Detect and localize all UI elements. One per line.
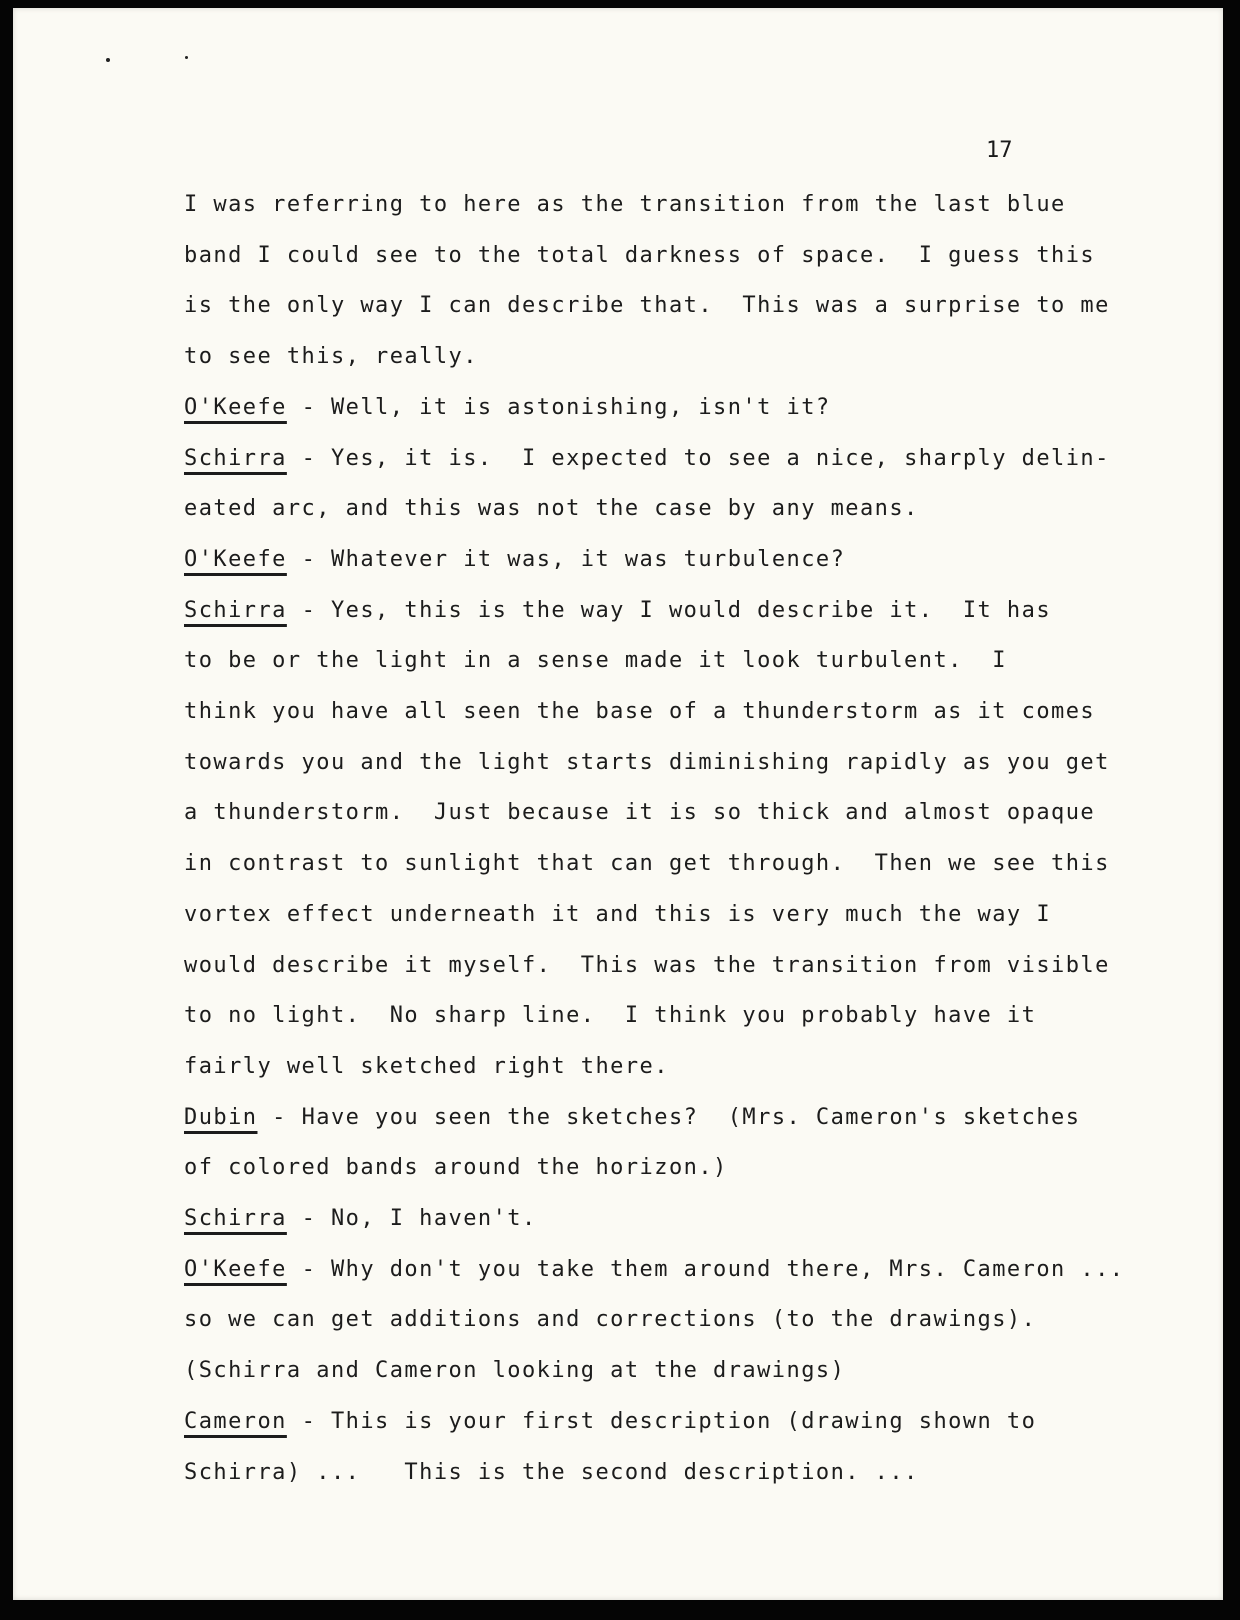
transcript-line: [184, 1005, 1036, 1027]
line-text: vortex effect underneath it and this is very much the way I: [184, 901, 1052, 927]
line-text: - Have you seen the sketches? (Mrs. Cameron's sketches: [257, 1104, 1081, 1130]
line-text: to see this, really.: [184, 344, 478, 370]
transcript-line: [184, 1104, 1081, 1130]
line-text: towards you and the light starts diminishing rapidly as you get: [184, 749, 1110, 775]
transcript-line: [184, 1459, 919, 1485]
speaker-name: O'Keefe: [184, 394, 287, 420]
transcript-line: [184, 194, 1066, 216]
transcript-line: [184, 346, 478, 368]
line-text: eated arc, and this was not the case by any means.: [184, 496, 919, 522]
line-text: a thunderstorm. Just because it is so thick and almost opaque: [184, 800, 1096, 826]
line-text: in contrast to sunlight that can get through. Then we see this: [184, 851, 1110, 877]
line-text: would describe it myself. This was the transition from visible: [184, 952, 1110, 978]
speaker-name: Schirra: [184, 597, 287, 623]
line-text: to be or the light in a sense made it look turbulent. I: [184, 648, 1007, 674]
transcript-line: [184, 597, 1052, 623]
line-text: - Whatever it was, it was turbulence?: [286, 546, 846, 572]
transcript-line: [184, 1360, 845, 1382]
transcript-line: [184, 295, 1110, 317]
transcript-line: [184, 1408, 1037, 1434]
line-text: fairly well sketched right there.: [184, 1053, 669, 1079]
transcript-line: [184, 1256, 1125, 1282]
line-text: band I could see to the total darkness of space. I guess this: [184, 242, 1096, 268]
transcript-line: [184, 1157, 728, 1179]
transcript-line: [184, 1309, 1036, 1331]
speaker-name: Cameron: [184, 1408, 287, 1434]
speck-mark: [185, 56, 188, 59]
line-text: think you have all seen the base of a thunderstorm as it comes: [184, 699, 1096, 724]
line-text: of colored bands around the horizon.): [184, 1155, 728, 1181]
transcript-line: [184, 749, 1110, 775]
speaker-name: O'Keefe: [184, 546, 287, 572]
transcript-line: [184, 650, 1007, 672]
transcript-line: [184, 802, 1095, 824]
transcript-line: [184, 498, 919, 520]
page-number: 17: [986, 138, 1013, 163]
transcript-line: [184, 1208, 537, 1230]
transcript-line: [184, 952, 1110, 978]
line-text: - Yes, it is. I expected to see a nice, sharply delin-: [286, 445, 1110, 471]
transcript-line: [184, 394, 831, 420]
document-page: [13, 8, 1223, 1600]
speaker-name: Schirra: [184, 445, 287, 471]
line-text: - Why don't you take them around there, Mrs. Cameron ...: [286, 1256, 1125, 1282]
line-text: I was referring to here as the transition from the last blue: [184, 192, 1066, 217]
transcript-line: [184, 546, 846, 572]
transcript-line: [184, 701, 1095, 723]
speck-mark: [106, 58, 110, 62]
transcript-line: [184, 853, 1110, 875]
transcript-line: [184, 445, 1110, 471]
speaker-name: Schirra: [184, 1206, 287, 1231]
line-text: - This is your first description (drawing shown to: [286, 1408, 1037, 1434]
transcript-line: [184, 242, 1096, 268]
line-text: - No, I haven't.: [286, 1206, 537, 1231]
line-text: - Yes, this is the way I would describe it. It has: [286, 597, 1052, 623]
transcript-line: [184, 1053, 669, 1079]
line-text: to no light. No sharp line. I think you probably have it: [184, 1003, 1037, 1029]
line-text: so we can get additions and corrections (to the drawings).: [184, 1307, 1037, 1333]
transcript-line: [184, 901, 1052, 927]
line-text: Schirra) ... This is the second description. ...: [184, 1459, 919, 1485]
line-text: (Schirra and Cameron looking at the drawings): [184, 1358, 846, 1384]
line-text: - Well, it is astonishing, isn't it?: [286, 394, 831, 420]
speaker-name: Dubin: [184, 1104, 258, 1130]
speaker-name: O'Keefe: [184, 1256, 287, 1282]
line-text: is the only way I can describe that. This was a surprise to me: [184, 293, 1110, 319]
